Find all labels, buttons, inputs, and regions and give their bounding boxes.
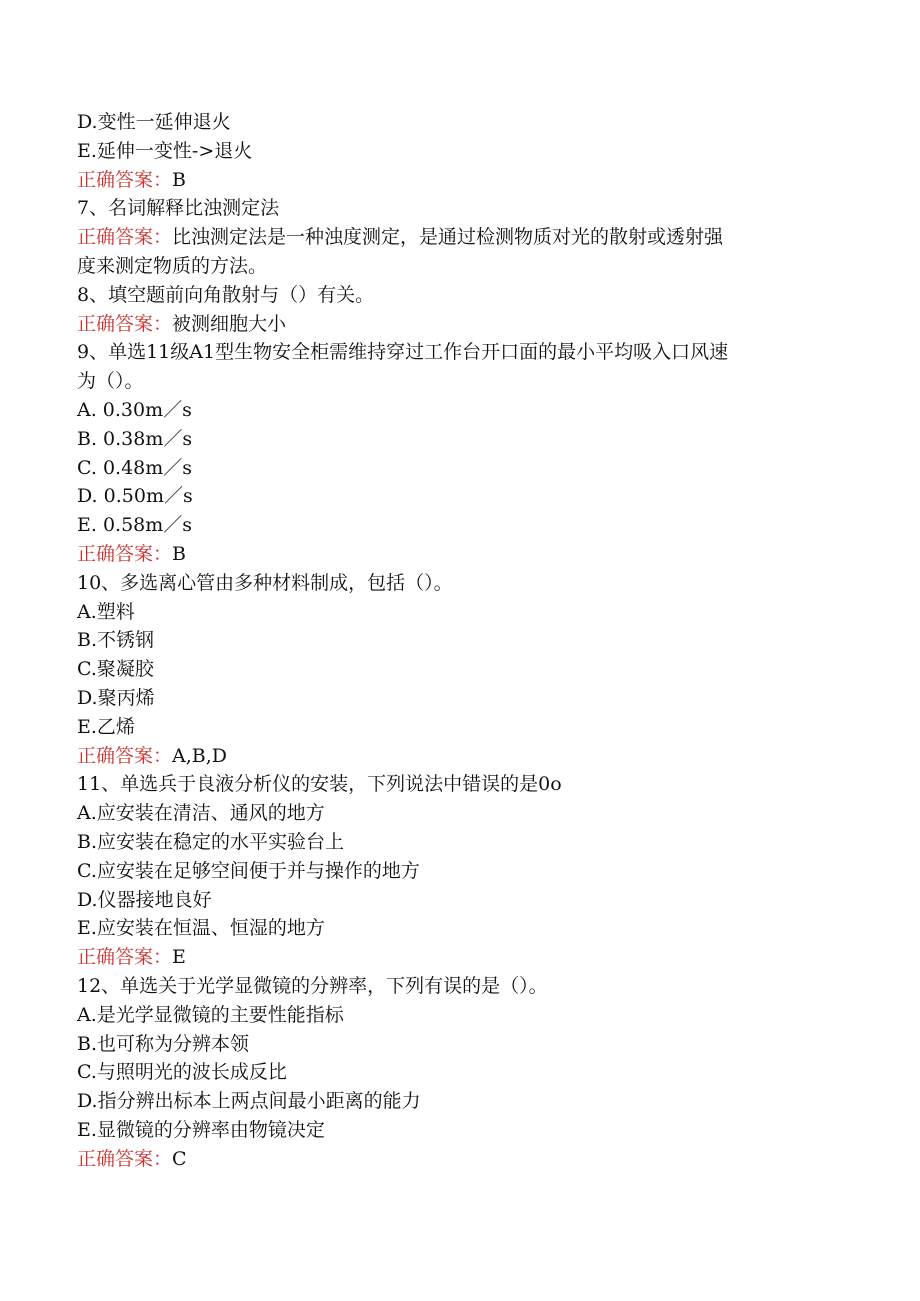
option: D.变性一延伸退火 [77, 111, 231, 133]
question: 9、单选11级A1型生物安全柜需维持穿过工作台开口面的最小平均吸入口风速 [77, 341, 729, 364]
option: D.指分辨出标本上两点间最小距离的能力 [77, 1090, 421, 1113]
answer-label: 正确答案： [77, 312, 173, 335]
answer-continuation: 度来测定物质的方法。 [77, 254, 268, 277]
answer-label: 正确答案： [77, 946, 173, 969]
option: A. 0.30m／s [77, 398, 192, 421]
question: 7、名词解释比浊测定法 [77, 197, 280, 220]
option: E.乙烯 [77, 715, 135, 738]
option: A.塑料 [77, 600, 135, 623]
option: C.应安装在足够空间便于并与操作的地方 [77, 859, 420, 882]
answer-label: 正确答案： [77, 226, 173, 249]
option: B. 0.38m／s [77, 427, 193, 450]
option: E.应安装在恒温、恒湿的地方 [77, 917, 325, 940]
option: B.应安装在稳定的水平实验台上 [77, 830, 345, 853]
answer-line [77, 166, 837, 195]
option: E.显微镜的分辨率由物镜决定 [77, 1118, 325, 1141]
answer-value: E [172, 946, 186, 969]
question-continuation: 为（）。 [77, 370, 144, 393]
option: C. 0.48m／s [77, 456, 193, 479]
option: C.聚凝胶 [77, 658, 154, 681]
answer-line [77, 310, 837, 339]
answer-value: B [172, 168, 186, 191]
option: B.也可称为分辨本领 [77, 1032, 250, 1055]
answer-label: 正确答案： [77, 1147, 173, 1170]
answer-value: C [172, 1147, 187, 1170]
answer-line [77, 223, 837, 252]
option: A.应安装在清洁、通风的地方 [77, 802, 325, 825]
answer-value: A,B,D [172, 744, 228, 767]
answer-value: B [172, 542, 186, 565]
question: 10、多选离心管由多种材料制成，包括（）。 [77, 571, 453, 594]
option: E. 0.58m／s [77, 514, 193, 537]
answer-line [77, 540, 837, 569]
document-page [77, 108, 837, 1173]
option: D. 0.50m／s [77, 485, 193, 508]
question: 8、填空题前向角散射与（）有关。 [77, 283, 375, 306]
question: 12、单选关于光学显微镜的分辨率，下列有误的是（）。 [77, 974, 548, 997]
option: D.仪器接地良好 [77, 888, 212, 911]
option: A.是光学显微镜的主要性能指标 [77, 1003, 344, 1026]
option: D.聚丙烯 [77, 686, 155, 709]
option: B.不锈钢 [77, 629, 155, 652]
question: 11、单选兵于良液分析仪的安装，下列说法中错误的是0o [77, 773, 562, 796]
answer-label: 正确答案： [77, 542, 173, 565]
answer-value: 比浊测定法是一种浊度测定，是通过检测物质对光的散射或透射强 [172, 226, 724, 249]
answer-line [77, 742, 837, 771]
option: E.延伸一变性->退火 [77, 139, 253, 162]
answer-line [77, 943, 837, 972]
answer-line [77, 1145, 837, 1174]
option: C.与照明光的波长成反比 [77, 1061, 287, 1084]
answer-label: 正确答案： [77, 168, 173, 191]
answer-label: 正确答案： [77, 744, 173, 767]
answer-value: 被测细胞大小 [172, 312, 287, 335]
